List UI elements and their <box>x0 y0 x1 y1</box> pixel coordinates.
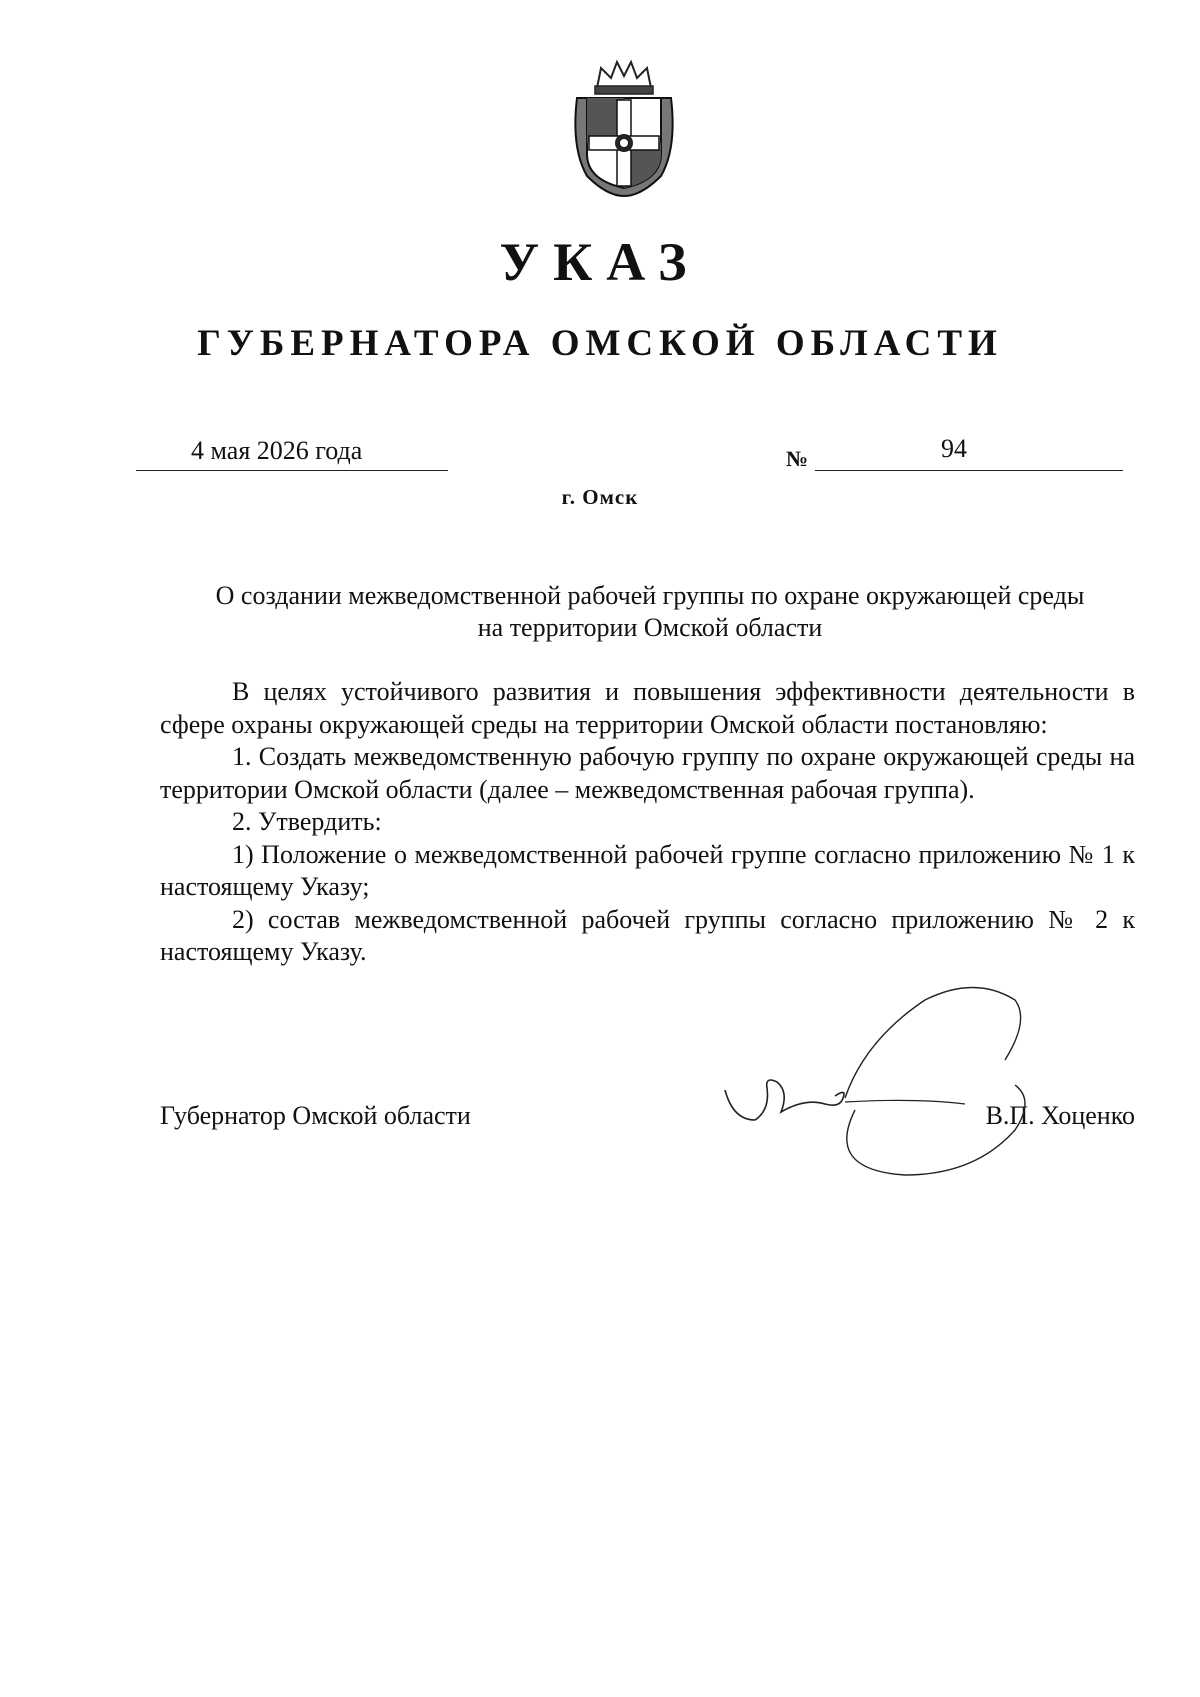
city-label: г. Омск <box>561 485 639 509</box>
document-type-title: УКАЗ <box>499 232 701 292</box>
body-paragraph: 1) Положение о межведомственной рабочей группе согласно приложению № 1 к настоящему Указу; <box>160 839 1135 901</box>
decree-heading-line: О создании межведомственной рабочей группы по охране окружающей среды <box>215 581 1085 610</box>
body-paragraph: 1. Создать межведомственную рабочую группу по охране окружающей среды на территории Омской области (далее – межведомственная рабочая группа). <box>160 742 1135 804</box>
body-paragraph: 2) состав межведомственной рабочей группы согласно приложению № 2 к настоящему Указу. <box>160 904 1135 966</box>
decree-heading-line: на территории Омской области <box>477 613 823 642</box>
decree-number: 94 <box>941 434 967 463</box>
number-label: № <box>786 446 809 471</box>
body-paragraph: В целях устойчивого развития и повышения эффективности деятельности в сфере охраны окружающей среды на территории Омской области постановляю: <box>160 677 1135 739</box>
decree-date: 4 мая 2026 года <box>191 436 363 465</box>
coat-of-arms-icon <box>567 58 682 198</box>
date-field <box>136 436 448 471</box>
handwritten-signature <box>715 980 1075 1180</box>
decree-body <box>160 676 1135 969</box>
issuer-subtitle: ГУБЕРНАТОРА ОМСКОЙ ОБЛАСТИ <box>197 323 1003 364</box>
signer-name: В.П. Хоценко <box>985 1101 1135 1130</box>
body-paragraph: 2. Утвердить: <box>232 807 382 836</box>
signer-position: Губернатор Омской области <box>160 1101 471 1130</box>
number-field <box>815 436 1123 471</box>
decree-heading <box>160 580 1140 644</box>
